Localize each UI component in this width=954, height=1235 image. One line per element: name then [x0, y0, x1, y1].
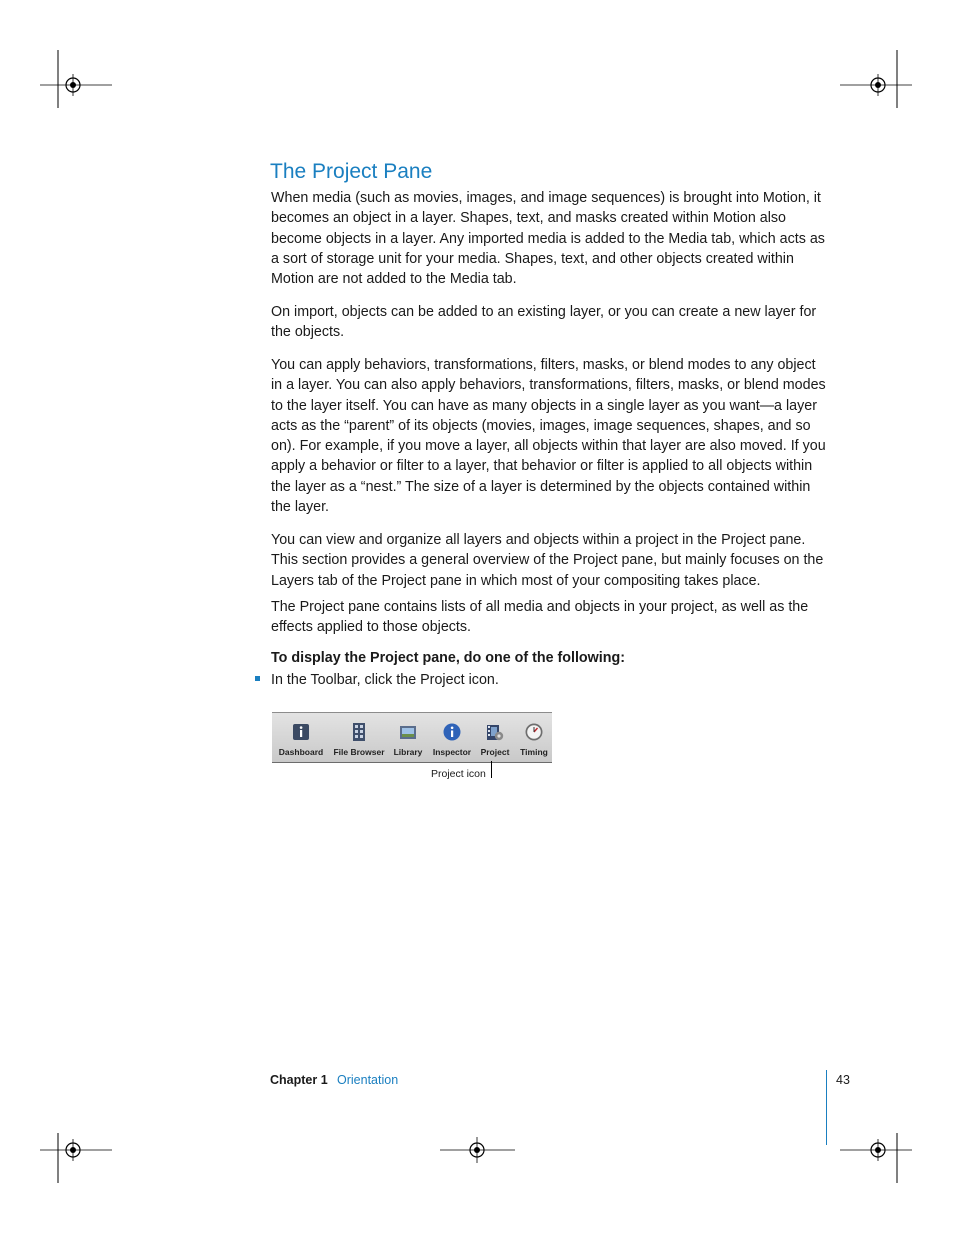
- toolbar-item-inspector[interactable]: [428, 713, 476, 762]
- toolbar-item-project[interactable]: [477, 713, 513, 762]
- toolbar-label: Library: [393, 747, 423, 757]
- body-paragraph: When media (such as movies, images, and image sequences) is brought into Motion, it becomes an object in a layer. Shapes, text, and masks created within Motion also become objects in a layer. Any imported media is added to the Media tab, which acts as a sort of storage unit for your media. Shapes, text, and other objects created within Motion are not added to the Media tab.: [271, 190, 825, 288]
- toolbar-figure: [272, 712, 552, 763]
- toolbar-item-library[interactable]: [390, 713, 426, 762]
- page-number: 43: [836, 1073, 850, 1087]
- dashboard-icon: [292, 723, 310, 741]
- body-paragraph: You can apply behaviors, transformations, filters, masks, or blend modes to any object in a layer. You can also apply behaviors, transformations, filters, masks, or blend modes to the layer itself. You can have as many objects in a single layer as you want—a layer acts as the “parent” of its objects (movies, images, image sequences, shapes, and so on). For example, if you move a layer, all objects within that layer are also moved. If you apply a behavior or filter to a layer, that behavior or filter is applied to all objects within the layer as a “nest.” The size of a layer is determined by the objects contained within the layer.: [271, 357, 826, 516]
- toolbar-label: Project: [480, 747, 510, 757]
- body-paragraph: You can view and organize all layers and objects within a project in the Project pane. This section provides a general overview of the Project pane, but mainly focuses on the Layers tab of the Project pane in which most of your compositing takes place.: [271, 532, 824, 589]
- registration-mark-bottom-left: [40, 1133, 115, 1188]
- page-title: The Project Pane: [270, 160, 433, 183]
- bullet-text: In the Toolbar, click the Project icon.: [271, 672, 499, 688]
- registration-mark-bottom-center: [440, 1133, 515, 1188]
- footer-chapter: Chapter 1: [270, 1073, 328, 1087]
- timing-icon: [525, 723, 543, 741]
- bullet-square-icon: [255, 676, 260, 681]
- task-heading: To display the Project pane, do one of the following:: [271, 650, 625, 666]
- toolbar-label: File Browser: [333, 747, 385, 757]
- toolbar-label: Inspector: [432, 747, 472, 757]
- toolbar-label: Dashboard: [278, 747, 324, 757]
- registration-mark-top-right: [840, 50, 915, 125]
- registration-mark-top-left: [40, 50, 115, 125]
- toolbar-label: Timing: [520, 747, 548, 757]
- toolbar-item-file-browser[interactable]: [329, 713, 389, 762]
- toolbar-item-timing[interactable]: [515, 713, 553, 762]
- callout-line: [491, 761, 492, 778]
- footer-divider: [826, 1070, 827, 1145]
- callout-label: Project icon: [431, 768, 486, 780]
- body-paragraph: On import, objects can be added to an existing layer, or you can create a new layer for the objects.: [271, 304, 817, 341]
- inspector-icon: [443, 723, 461, 741]
- project-icon: [486, 723, 504, 741]
- registration-mark-bottom-right: [840, 1133, 915, 1188]
- library-icon: [399, 723, 417, 741]
- file-browser-icon: [350, 723, 368, 741]
- footer-section-title: Orientation: [337, 1073, 399, 1087]
- toolbar-item-dashboard[interactable]: [275, 713, 327, 762]
- body-paragraph: The Project pane contains lists of all media and objects in your project, as well as the effects applied to those objects.: [271, 599, 809, 636]
